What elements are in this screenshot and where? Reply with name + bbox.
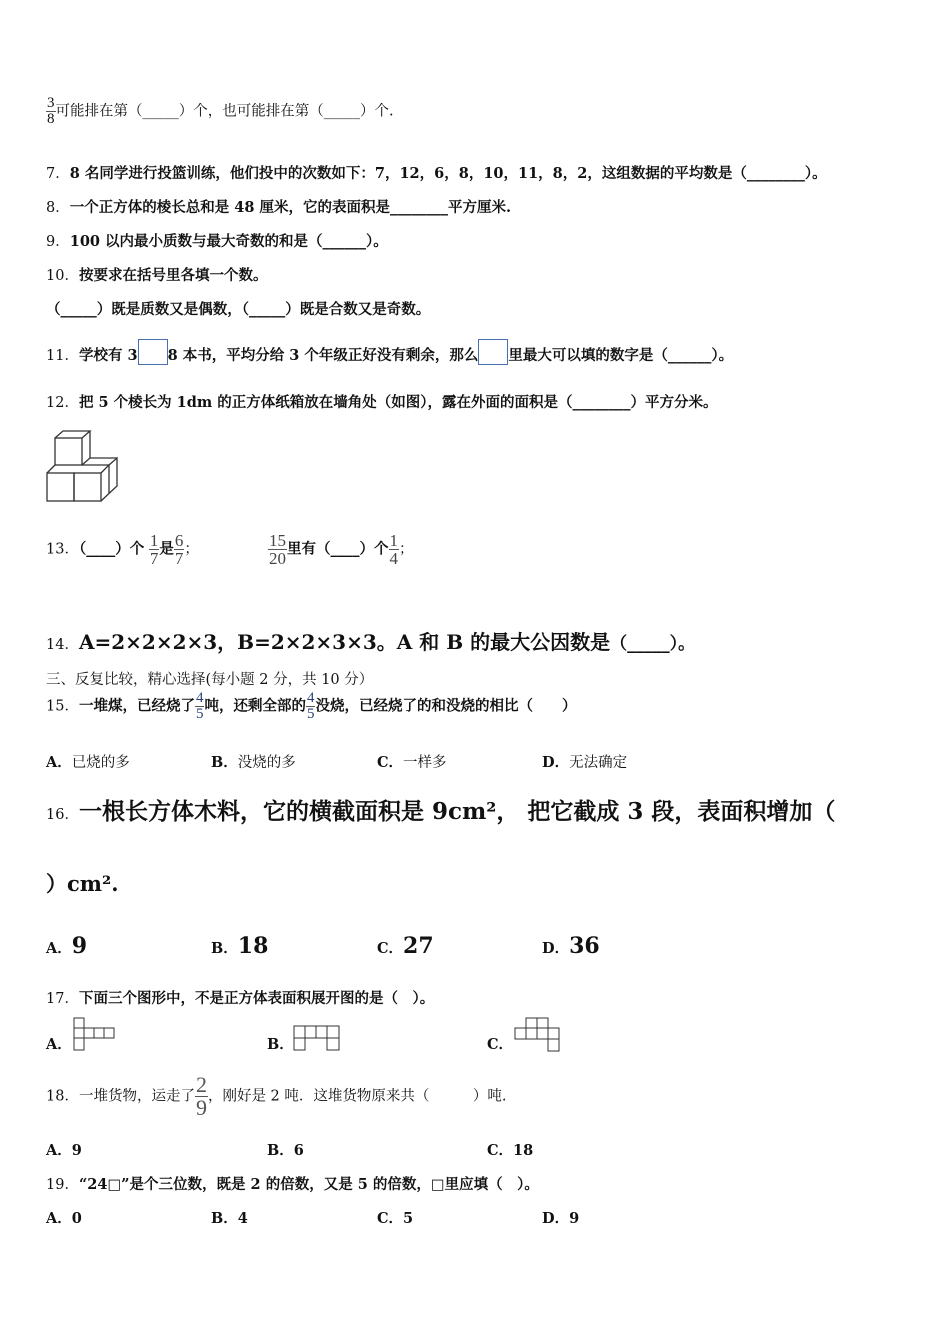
cube-stack-figure xyxy=(45,428,125,504)
option-c[interactable]: C． xyxy=(487,1036,514,1053)
q18-text-b: ，刚好是 2 吨．这堆货物原来共（ ）吨. xyxy=(207,1088,507,1105)
q7-text: 8 名同学进行投篮训练，他们投中的次数如下：7，12，6，8，10，11，8，2，这组数据的平均数是（________）。 xyxy=(69,165,827,182)
q17-line xyxy=(46,987,434,1008)
q18-text-a: 一堆货物，运走了 xyxy=(78,1088,195,1105)
fraction: $\frac{3}{8}$ xyxy=(47,95,55,127)
q16-text-line1: 一根长方体木料，它的横截面积是 9cm²， 把它截成 3 段，表面积增加（ xyxy=(78,798,836,825)
option-b[interactable]: B．6 xyxy=(267,1142,304,1159)
q15-text-c: 没烧，已经烧了的和没烧的相比（ ） xyxy=(315,697,577,715)
question-number: 11． xyxy=(46,348,79,364)
cube-net-a xyxy=(73,1017,123,1053)
q16-line2 xyxy=(46,868,119,898)
q12-line xyxy=(46,391,718,412)
fraction: $\frac{1}{7}$ xyxy=(149,531,159,568)
question-number: 15． xyxy=(46,698,79,715)
question-number: 10． xyxy=(46,268,79,284)
q16-line xyxy=(46,793,835,826)
q11-text-b: 8 本书，平均分给 3 个年级正好没有剩余，那么 xyxy=(167,347,479,364)
cube-net-c xyxy=(514,1017,566,1053)
q15-line xyxy=(46,691,576,722)
question-number: 17． xyxy=(46,991,79,1007)
q13-line xyxy=(46,532,414,567)
fraction: $\frac{2}{9}$ xyxy=(195,1072,207,1120)
question-number: 16． xyxy=(46,807,79,823)
q7-line xyxy=(46,162,827,183)
question-number: 8． xyxy=(46,200,70,216)
option-a[interactable]: A．0 xyxy=(46,1210,82,1227)
q17-text: 下面三个图形中，不是正方体表面积展开图的是（ ）。 xyxy=(78,990,435,1007)
question-number: 18． xyxy=(46,1088,79,1105)
blank-box xyxy=(138,339,168,365)
question-number: 13． xyxy=(46,541,79,558)
option-c[interactable]: C．27 xyxy=(377,933,434,959)
q10-text: 按要求在括号里各填一个数。 xyxy=(78,267,268,284)
option-c[interactable]: C．5 xyxy=(377,1210,414,1227)
q19-line xyxy=(46,1173,539,1194)
option-b[interactable]: B．4 xyxy=(211,1210,248,1227)
option-a[interactable]: A．9 xyxy=(46,933,88,959)
option-b[interactable]: B． xyxy=(267,1036,294,1053)
fraction: $\frac{6}{7}$ xyxy=(174,531,184,568)
q10-sub-line xyxy=(46,298,430,319)
q18-line xyxy=(46,1074,507,1119)
cube-net-b xyxy=(293,1025,343,1053)
q15-text-a: 一堆煤，已经烧了 xyxy=(78,697,195,715)
q11-text-a: 学校有 3 xyxy=(78,347,138,364)
question-number: 7． xyxy=(46,166,70,182)
q11-line xyxy=(46,344,733,365)
question-number: 19． xyxy=(46,1177,79,1193)
q13-text-a: （____）个 xyxy=(78,540,145,558)
option-d[interactable]: D．无法确定 xyxy=(542,754,628,771)
blank-box xyxy=(478,339,508,365)
fraction: $\frac{15}{20}$ xyxy=(269,531,287,568)
q13-text-e: ； xyxy=(399,541,414,558)
option-b[interactable]: B．18 xyxy=(211,933,269,959)
q14-line xyxy=(46,626,695,655)
option-c[interactable]: C．18 xyxy=(487,1142,534,1159)
question-number: 12． xyxy=(46,395,79,411)
q16-text-line2: ）cm². xyxy=(46,871,119,896)
option-d[interactable]: D．36 xyxy=(542,933,600,959)
q8-line xyxy=(46,196,511,217)
q10-sub-text: （_____）既是质数又是偶数，（_____）既是合数又是奇数。 xyxy=(46,301,431,318)
question-number: 9． xyxy=(46,234,70,250)
q9-line xyxy=(46,230,388,251)
question-number: 14． xyxy=(46,637,79,653)
q10-line xyxy=(46,264,267,285)
option-b[interactable]: B．没烧的多 xyxy=(211,754,296,771)
fraction: $\frac{4}{5}$ xyxy=(306,690,315,722)
option-c[interactable]: C．一样多 xyxy=(377,754,447,771)
q11-text-c: 里最大可以填的数字是（______）。 xyxy=(508,347,734,364)
option-a[interactable]: A．已烧的多 xyxy=(46,754,130,771)
q13-text-c: ； xyxy=(184,541,199,558)
q13-text-b: 是 xyxy=(159,540,174,558)
q6-text: 可能排在第（_____）个，也可能排在第（_____）个. xyxy=(55,103,394,120)
q14-blank: （_____）。 xyxy=(610,634,696,654)
fraction: $\frac{4}{5}$ xyxy=(195,690,204,722)
fraction: $\frac{1}{4}$ xyxy=(389,531,399,568)
option-a[interactable]: A． xyxy=(46,1036,72,1053)
q13-text-d: 里有（____）个 xyxy=(287,540,389,558)
q19-text: “24□”是个三位数，既是 2 的倍数，又是 5 的倍数，□里应填（ ）。 xyxy=(78,1176,539,1193)
q15-text-b: 吨，还剩全部的 xyxy=(204,697,306,715)
q9-text: 100 以内最小质数与最大奇数的和是（______）。 xyxy=(69,233,388,250)
section-heading: 三、反复比较，精心选择(每小题 2 分，共 10 分） xyxy=(46,672,374,688)
q6-line xyxy=(46,96,394,127)
q8-text: 一个正方体的棱长总和是 48 厘米，它的表面积是________平方厘米. xyxy=(69,199,512,216)
option-a[interactable]: A．9 xyxy=(46,1142,82,1159)
option-d[interactable]: D．9 xyxy=(542,1210,580,1227)
q14-text: A=2×2×2×3，B=2×2×3×3。A 和 B 的最大公因数是 xyxy=(78,630,611,654)
q12-text: 把 5 个棱长为 1dm 的正方体纸箱放在墙角处（如图），露在外面的面积是（________）平方分米。 xyxy=(78,394,718,411)
